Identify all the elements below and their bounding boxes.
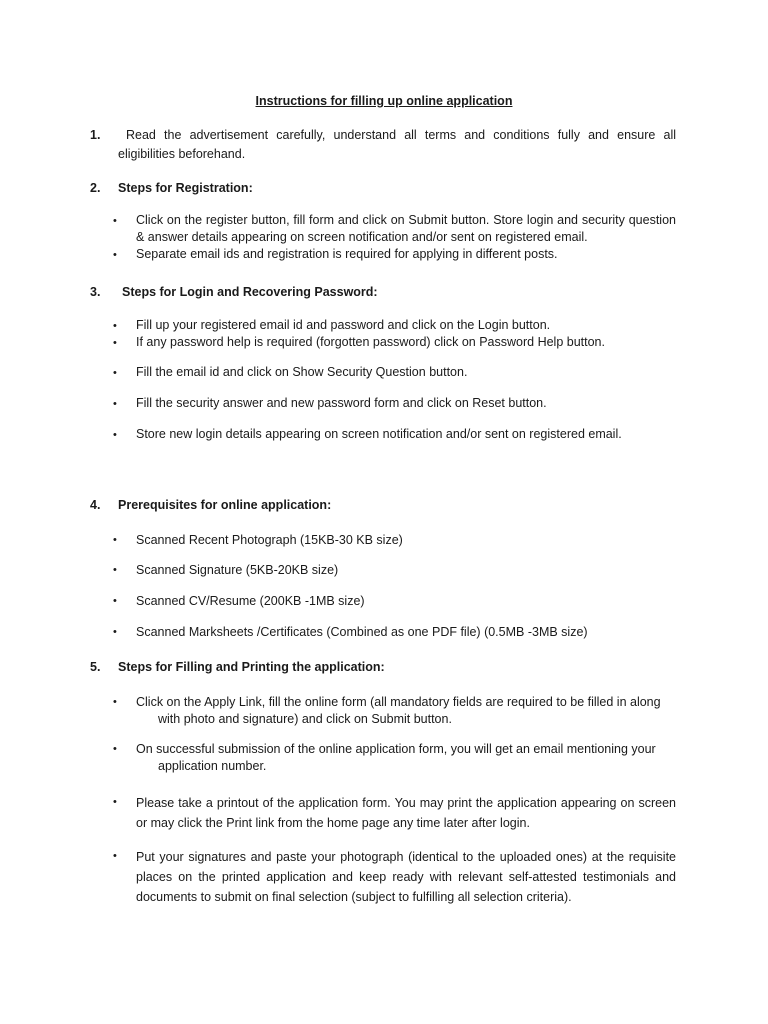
section-3-bullet-4: Fill the security answer and new password form and click on Reset button. bbox=[136, 396, 547, 410]
bullet-marker: • bbox=[113, 320, 117, 332]
section-5-heading: Steps for Filling and Printing the application: bbox=[118, 660, 385, 674]
bullet-marker: • bbox=[113, 696, 117, 708]
bullet-marker: • bbox=[113, 534, 117, 546]
bullet-marker: • bbox=[113, 626, 117, 638]
section-5-number: 5. bbox=[90, 660, 101, 674]
bullet-marker: • bbox=[113, 850, 117, 862]
section-3-number: 3. bbox=[90, 285, 101, 299]
section-4-bullet-1: Scanned Recent Photograph (15KB-30 KB size) bbox=[136, 533, 403, 547]
section-1-text: Read the advertisement carefully, understand all terms and conditions fully and ensure all eligibilities beforehand. bbox=[118, 128, 676, 161]
bullet-marker: • bbox=[113, 743, 117, 755]
bullet-marker: • bbox=[113, 564, 117, 576]
bullet-marker: • bbox=[113, 429, 117, 441]
section-5-bullet-4: Put your signatures and paste your photograph (identical to the uploaded ones) at the requisite places on the printed application and keep ready with relevant self-attested testimonials and documents to submit on final selection (subject to fulfilling all selection criteria). bbox=[136, 850, 676, 904]
section-5-bullet-2 bbox=[136, 741, 676, 775]
section-4-bullet-4: Scanned Marksheets /Certificates (Combined as one PDF file) (0.5MB -3MB size) bbox=[136, 625, 588, 639]
section-2-bullet-1: Click on the register button, fill form and click on Submit button. Store login and security question & answer details appearing on screen notification and/or sent on registered email. bbox=[136, 213, 676, 244]
section-5-bullet-2-line-2: application number. bbox=[158, 759, 267, 773]
section-3-bullet-2: If any password help is required (forgotten password) click on Password Help button. bbox=[136, 335, 605, 349]
section-2-heading: Steps for Registration: bbox=[118, 181, 253, 195]
section-4-heading: Prerequisites for online application: bbox=[118, 498, 332, 512]
section-3-heading: Steps for Login and Recovering Password: bbox=[122, 285, 378, 299]
bullet-marker: • bbox=[113, 215, 117, 227]
section-1-number: 1. bbox=[90, 128, 101, 142]
bullet-marker: • bbox=[113, 337, 117, 349]
section-3-bullet-3: Fill the email id and click on Show Security Question button. bbox=[136, 365, 468, 379]
bullet-marker: • bbox=[113, 367, 117, 379]
section-4-bullet-3: Scanned CV/Resume (200KB -1MB size) bbox=[136, 594, 365, 608]
section-3-bullet-5: Store new login details appearing on screen notification and/or sent on registered email. bbox=[136, 427, 622, 441]
section-4-bullet-2: Scanned Signature (5KB-20KB size) bbox=[136, 563, 339, 577]
section-2-bullet-2: Separate email ids and registration is required for applying in different posts. bbox=[136, 247, 558, 261]
document-title: Instructions for filling up online application bbox=[255, 94, 513, 108]
bullet-marker: • bbox=[113, 249, 117, 261]
section-5-bullet-1-line-1: Click on the Apply Link, fill the online form (all mandatory fields are required to be filled in along bbox=[136, 695, 661, 709]
bullet-marker: • bbox=[113, 398, 117, 410]
section-5-bullet-1-line-2: with photo and signature) and click on Submit button. bbox=[158, 712, 452, 726]
bullet-marker: • bbox=[113, 595, 117, 607]
section-5-bullet-3: Please take a printout of the application form. You may print the application appearing on screen or may click the Print link from the home page any time later after login. bbox=[136, 796, 676, 830]
section-3-bullet-1: Fill up your registered email id and password and click on the Login button. bbox=[136, 318, 551, 332]
section-4-number: 4. bbox=[90, 498, 101, 512]
section-2-number: 2. bbox=[90, 181, 101, 195]
section-5-bullet-2-line-1: On successful submission of the online application form, you will get an email mentioning your bbox=[136, 742, 656, 756]
bullet-marker: • bbox=[113, 796, 117, 808]
section-5-bullet-1 bbox=[136, 694, 676, 728]
